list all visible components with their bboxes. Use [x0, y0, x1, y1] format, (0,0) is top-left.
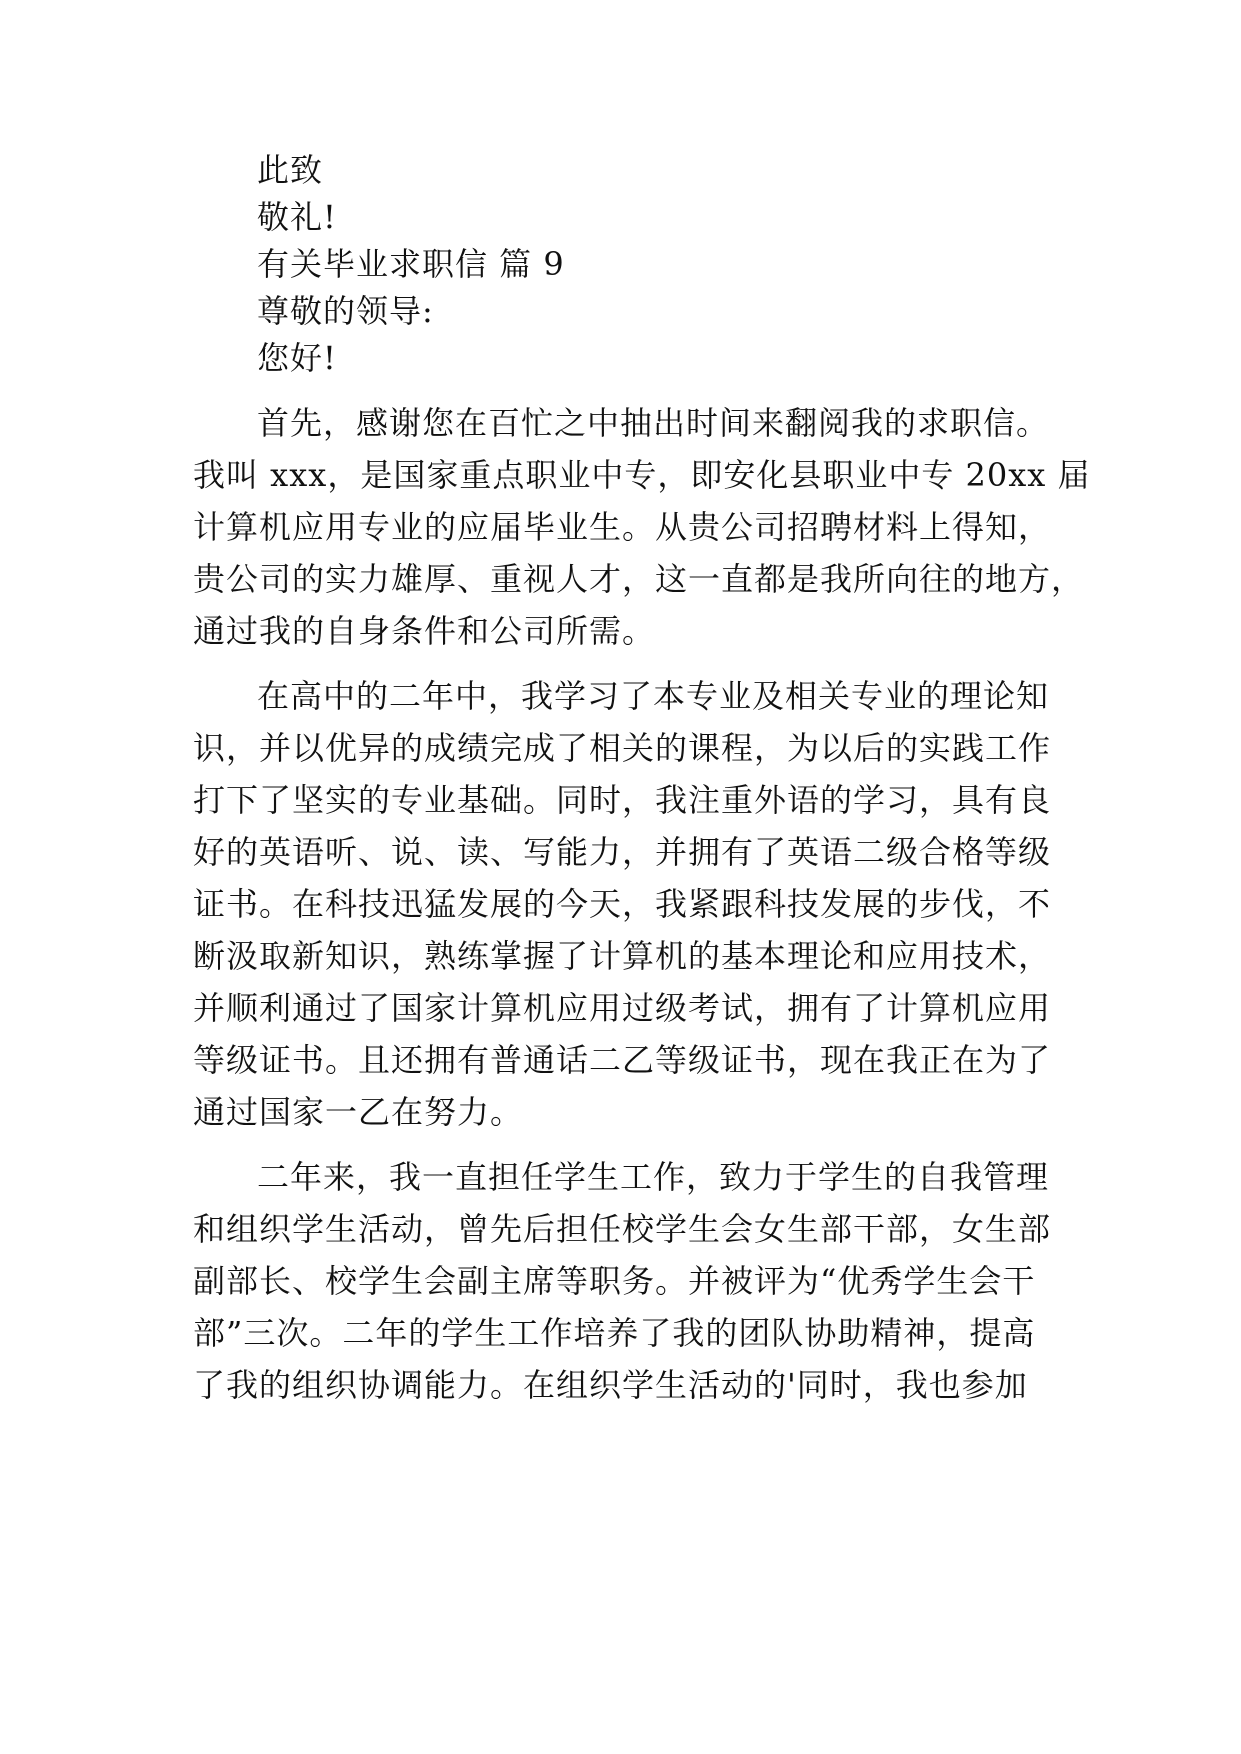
- paragraph-line: 等级证书。且还拥有普通话二乙等级证书，现在我正在为了: [193, 1041, 1052, 1079]
- paragraph-line: 在高中的二年中，我学习了本专业及相关专业的理论知: [257, 677, 1050, 715]
- closing-line-2: 敬礼!: [257, 198, 337, 236]
- paragraph-line: 打下了坚实的专业基础。同时，我注重外语的学习，具有良: [193, 781, 1052, 819]
- greeting: 您好!: [257, 339, 337, 377]
- paragraph-line: 计算机应用专业的应届毕业生。从贵公司招聘材料上得知，: [193, 508, 1052, 546]
- paragraph-line: 并顺利通过了国家计算机应用过级考试，拥有了计算机应用: [193, 989, 1052, 1027]
- paragraph-line: 二年来，我一直担任学生工作，致力于学生的自我管理: [257, 1158, 1050, 1196]
- closing-line-1: 此致: [257, 151, 324, 189]
- paragraph-line: 了我的组织协调能力。在组织学生活动的'同时，我也参加: [193, 1366, 1028, 1404]
- paragraph-line: 识，并以优异的成绩完成了相关的课程，为以后的实践工作: [193, 729, 1052, 767]
- paragraph-line: 通过我的自身条件和公司所需。: [193, 612, 656, 650]
- paragraph-line: 副部长、校学生会副主席等职务。并被评为“优秀学生会干: [193, 1262, 1036, 1300]
- paragraph-line: 好的英语听、说、读、写能力，并拥有了英语二级合格等级: [193, 833, 1052, 871]
- paragraph-line: 首先，感谢您在百忙之中抽出时间来翻阅我的求职信。: [257, 404, 1050, 442]
- salutation: 尊敬的领导:: [257, 292, 434, 330]
- paragraph-line: 证书。在科技迅猛发展的今天，我紧跟科技发展的步伐，不: [193, 885, 1052, 923]
- paragraph-line: 部”三次。二年的学生工作培养了我的团队协助精神，提高: [193, 1314, 1036, 1352]
- paragraph-line: 通过国家一乙在努力。: [193, 1093, 524, 1131]
- paragraph-line: 断汲取新知识，熟练掌握了计算机的基本理论和应用技术，: [193, 937, 1052, 975]
- paragraph-line: 贵公司的实力雄厚、重视人才，这一直都是我所向往的地方，: [193, 560, 1085, 598]
- paragraph-line: 我叫 xxx，是国家重点职业中专，即安化县职业中专 20xx 届: [193, 456, 1091, 494]
- paragraph-line: 和组织学生活动，曾先后担任校学生会女生部干部，女生部: [193, 1210, 1052, 1248]
- section-heading: 有关毕业求职信 篇 9: [257, 245, 565, 283]
